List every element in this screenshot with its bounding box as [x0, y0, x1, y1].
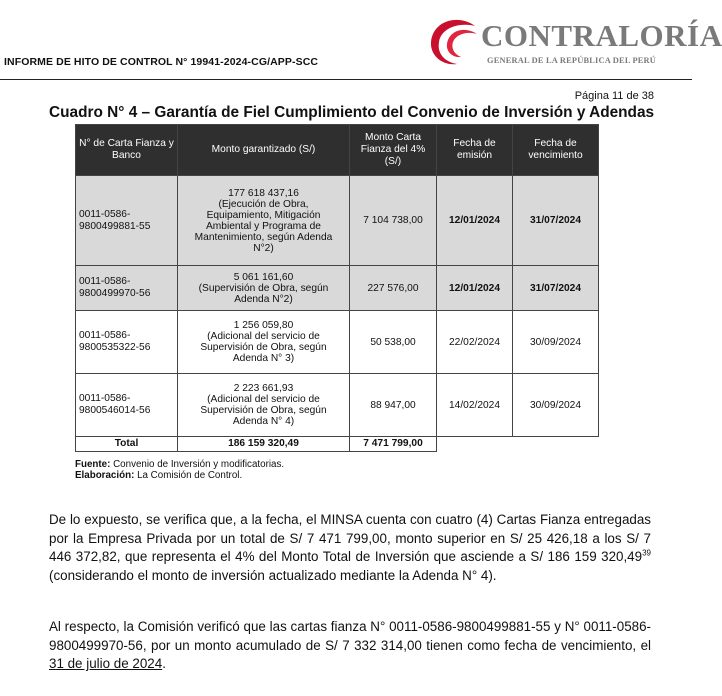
contraloria-swirl-icon [425, 12, 483, 70]
paragraph-text: Al respecto, la Comisión verificó que las cartas fianza N° 0011-0586-9800499881-55 y N° 0011-0586-9800499970-56, por un monto acumulado de S/ 7 332 314,00 tienen como fecha de vencimiento, el [49, 619, 651, 653]
monto-4-cell: 50 538,00 [350, 311, 437, 374]
fuente-text: Convenio de Inversión y modificatorias. [110, 459, 285, 470]
monto-line: N°2) [253, 242, 274, 254]
total-empty-cell [437, 437, 513, 452]
carta-cell: 0011-0586-9800499881-55 [76, 176, 178, 266]
total-monto: 186 159 320,49 [178, 437, 350, 452]
vencimiento-cell: 31/07/2024 [513, 176, 599, 266]
emision-cell: 14/02/2024 [437, 374, 513, 437]
header-divider [0, 79, 692, 80]
vencimiento-cell: 30/09/2024 [513, 374, 599, 437]
footnote-ref: 39 [642, 548, 651, 558]
column-header: N° de Carta Fianza y Banco [76, 125, 178, 176]
paragraph-summary [49, 511, 651, 585]
monto-4-cell: 7 104 738,00 [350, 176, 437, 266]
guarantee-table [75, 124, 599, 452]
emision-cell: 12/01/2024 [437, 176, 513, 266]
monto-line: (Ejecución de Obra, [218, 198, 309, 210]
monto-line: Adenda N° 4) [232, 416, 295, 427]
elaboracion-label: Elaboración: [75, 470, 135, 481]
monto-line: Supervisión de Obra, según [200, 405, 327, 416]
logo-subtitle: GENERAL DE LA REPÚBLICA DEL PERÚ [487, 56, 657, 65]
column-header: Fecha de vencimiento [513, 125, 599, 176]
table-row [76, 176, 599, 266]
table-total-row [76, 437, 599, 452]
monto-line: Adenda N°2) [234, 293, 293, 305]
vencimiento-cell: 30/09/2024 [513, 311, 599, 374]
table-row [76, 266, 599, 311]
monto-cell [178, 266, 350, 311]
total-empty-cell [513, 437, 599, 452]
fuente-label: Fuente: [75, 459, 111, 470]
report-reference: INFORME DE HITO DE CONTROL N° 19941-2024-CG/APP-SCC [4, 56, 319, 68]
monto-line: 177 618 437,16 [228, 187, 299, 199]
monto-cell [178, 176, 350, 266]
emision-cell: 12/01/2024 [437, 266, 513, 311]
monto-line: Mantenimiento, según Adenda [194, 231, 333, 243]
emision-cell: 22/02/2024 [437, 311, 513, 374]
monto-line: 5 061 161,60 [233, 271, 294, 283]
vencimiento-cell: 31/07/2024 [513, 266, 599, 311]
table-source [75, 459, 284, 481]
monto-cell [178, 374, 350, 437]
monto-line: (Adicional del servicio de [207, 331, 320, 342]
monto-line: 1 256 059,80 [233, 320, 294, 331]
paragraph-text: De lo expuesto, se verifica que, a la fecha, el MINSA cuenta con cuatro (4) Cartas Fianza entregadas por la Empresa Privada por un total de S/ 7 471 799,00, monto superior en S/ 25 426,18 a los S/ 7 446 372,82, que representa el 4% del Monto Total de Inversión que asciende a S/ 186 159 320,49 [49, 512, 651, 564]
total-monto-4: 7 471 799,00 [350, 437, 437, 452]
column-header: Monto Carta Fianza del 4% (S/) [350, 125, 437, 176]
underlined-date: 31 de julio de 2024 [49, 656, 163, 671]
carta-cell: 0011-0586-9800546014-56 [76, 374, 178, 437]
column-header: Fecha de emisión [437, 125, 513, 176]
monto-4-cell: 227 576,00 [350, 266, 437, 311]
monto-line: Adenda N° 3) [232, 353, 295, 364]
monto-line: (Adicional del servicio de [207, 394, 320, 405]
monto-line: Supervisión de Obra, según [200, 342, 327, 353]
monto-cell [178, 311, 350, 374]
contraloria-logo [425, 12, 722, 74]
logo-name: CONTRALORÍA [481, 18, 722, 53]
paragraph-text: (considerando el monto de inversión actualizado mediante la Adenda N° 4). [49, 567, 497, 583]
monto-line: Equipamiento, Mitigación [206, 209, 321, 221]
column-header: Monto garantizado (S/) [178, 125, 350, 176]
total-label: Total [76, 437, 178, 452]
carta-cell: 0011-0586-9800535322-56 [76, 311, 178, 374]
table-header-row [76, 125, 599, 176]
page-number: Página 11 de 38 [574, 90, 654, 102]
monto-4-cell: 88 947,00 [350, 374, 437, 437]
carta-cell: 0011-0586-9800499970-56 [76, 266, 178, 311]
table-title: Cuadro N° 4 – Garantía de Fiel Cumplimiento del Convenio de Inversión y Adendas [49, 104, 655, 121]
monto-line: Ambiental y Programa de [206, 220, 321, 232]
monto-line: 2 223 661,93 [233, 383, 294, 394]
table-row [76, 374, 599, 437]
table-row [76, 311, 599, 374]
monto-line: (Supervisión de Obra, según [198, 282, 329, 294]
elaboracion-text: La Comisión de Control. [134, 470, 243, 481]
paragraph-verification [49, 618, 651, 674]
paragraph-text: . [162, 656, 166, 671]
